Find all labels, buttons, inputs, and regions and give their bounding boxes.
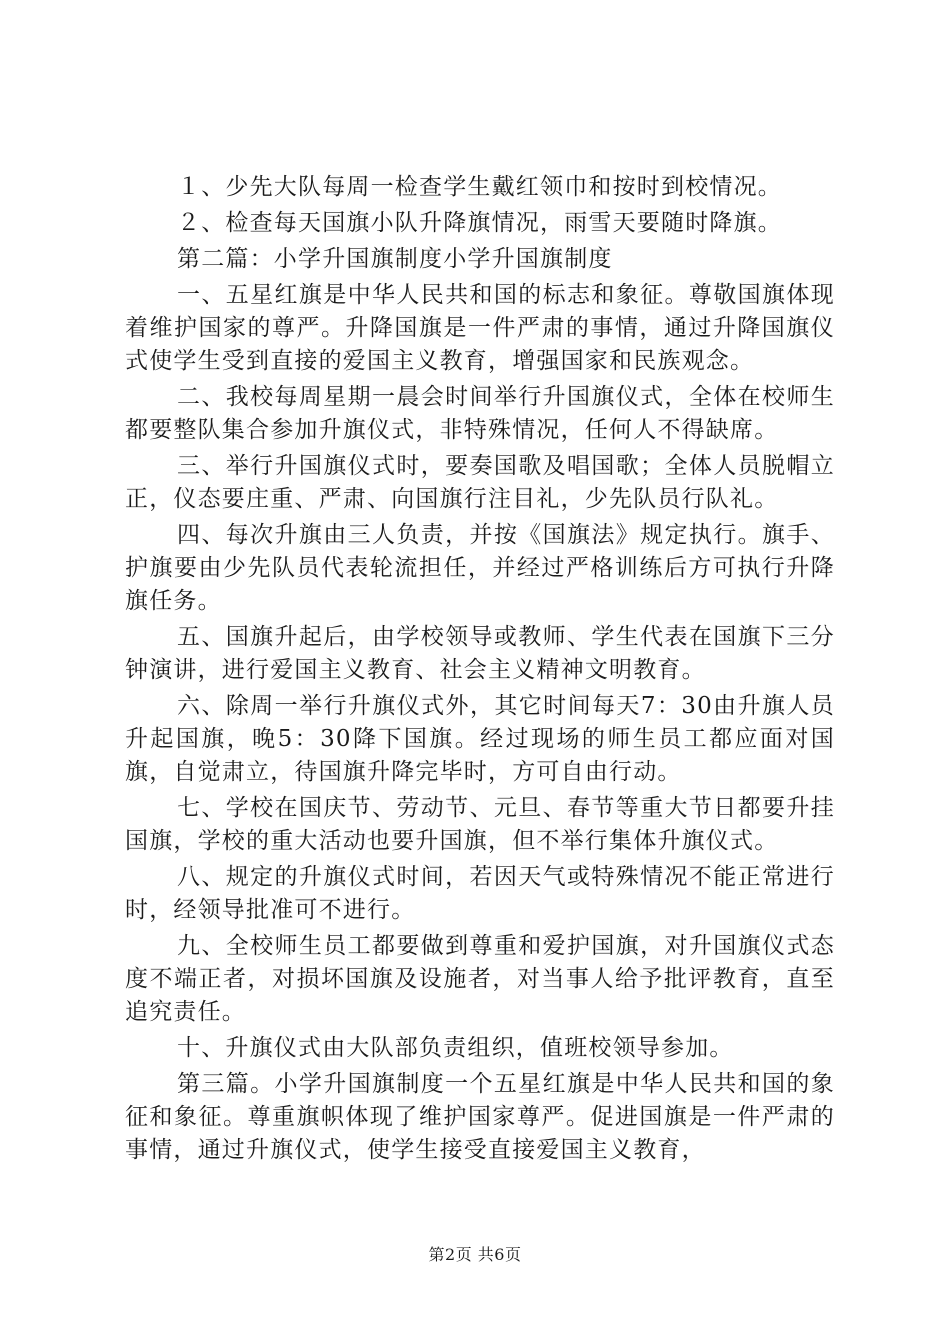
paragraph-rule-7: 七、学校在国庆节、劳动节、元旦、春节等重大节日都要升挂国旗，学校的重大活动也要升国旗，但不举行集体升旗仪式。	[125, 795, 835, 854]
page-number-footer: 第2页 共6页	[428, 1245, 522, 1264]
paragraph-1: １、少先大队每周一检查学生戴红领巾和按时到校情况。	[177, 174, 782, 200]
paragraph-2: ２、检查每天国旗小队升降旗情况，雨雪天要随时降旗。	[177, 210, 782, 236]
paragraph-rule-9: 九、全校师生员工都要做到尊重和爱护国旗，对升国旗仪式态度不端正者，对损坏国旗及设施者，对当事人给予批评教育，直至追究责任。	[125, 933, 835, 1025]
paragraph-rule-5: 五、国旗升起后，由学校领导或教师、学生代表在国旗下三分钟演讲，进行爱国主义教育、社会主义精神文明教育。	[125, 624, 835, 683]
section-heading-2: 第二篇：小学升国旗制度小学升国旗制度	[177, 246, 613, 272]
paragraph-rule-10: 十、升旗仪式由大队部负责组织，值班校领导参加。	[177, 1035, 734, 1061]
paragraph-rule-1: 一、五星红旗是中华人民共和国的标志和象征。尊敬国旗体现着维护国家的尊严。升降国旗是一件严肃的事情，通过升降国旗仪式使学生受到直接的爱国主义教育，增强国家和民族观念。	[125, 282, 835, 374]
paragraph-rule-8: 八、规定的升旗仪式时间，若因天气或特殊情况不能正常进行时，经领导批准可不进行。	[125, 864, 835, 923]
paragraph-rule-3: 三、举行升国旗仪式时，要奏国歌及唱国歌；全体人员脱帽立正，仪态要庄重、严肃、向国旗行注目礼，少先队员行队礼。	[125, 453, 835, 512]
paragraph-rule-6: 六、除周一举行升旗仪式外，其它时间每天7：30由升旗人员升起国旗，晚5：30降下国旗。经过现场的师生员工都应面对国旗，自觉肃立，待国旗升降完毕时，方可自由行动。	[125, 693, 835, 785]
section-3-paragraph: 第三篇。小学升国旗制度一个五星红旗是中华人民共和国的象征和象征。尊重旗帜体现了维护国家尊严。促进国旗是一件严肃的事情，通过升旗仪式，使学生接受直接爱国主义教育，	[125, 1071, 835, 1163]
document-body	[125, 171, 835, 1170]
paragraph-rule-4: 四、每次升旗由三人负责，并按《国旗法》规定执行。旗手、护旗要由少先队员代表轮流担任，并经过严格训练后方可执行升降旗任务。	[125, 522, 835, 614]
paragraph-rule-2: 二、我校每周星期一晨会时间举行升国旗仪式，全体在校师生都要整队集合参加升旗仪式，非特殊情况，任何人不得缺席。	[125, 384, 835, 443]
